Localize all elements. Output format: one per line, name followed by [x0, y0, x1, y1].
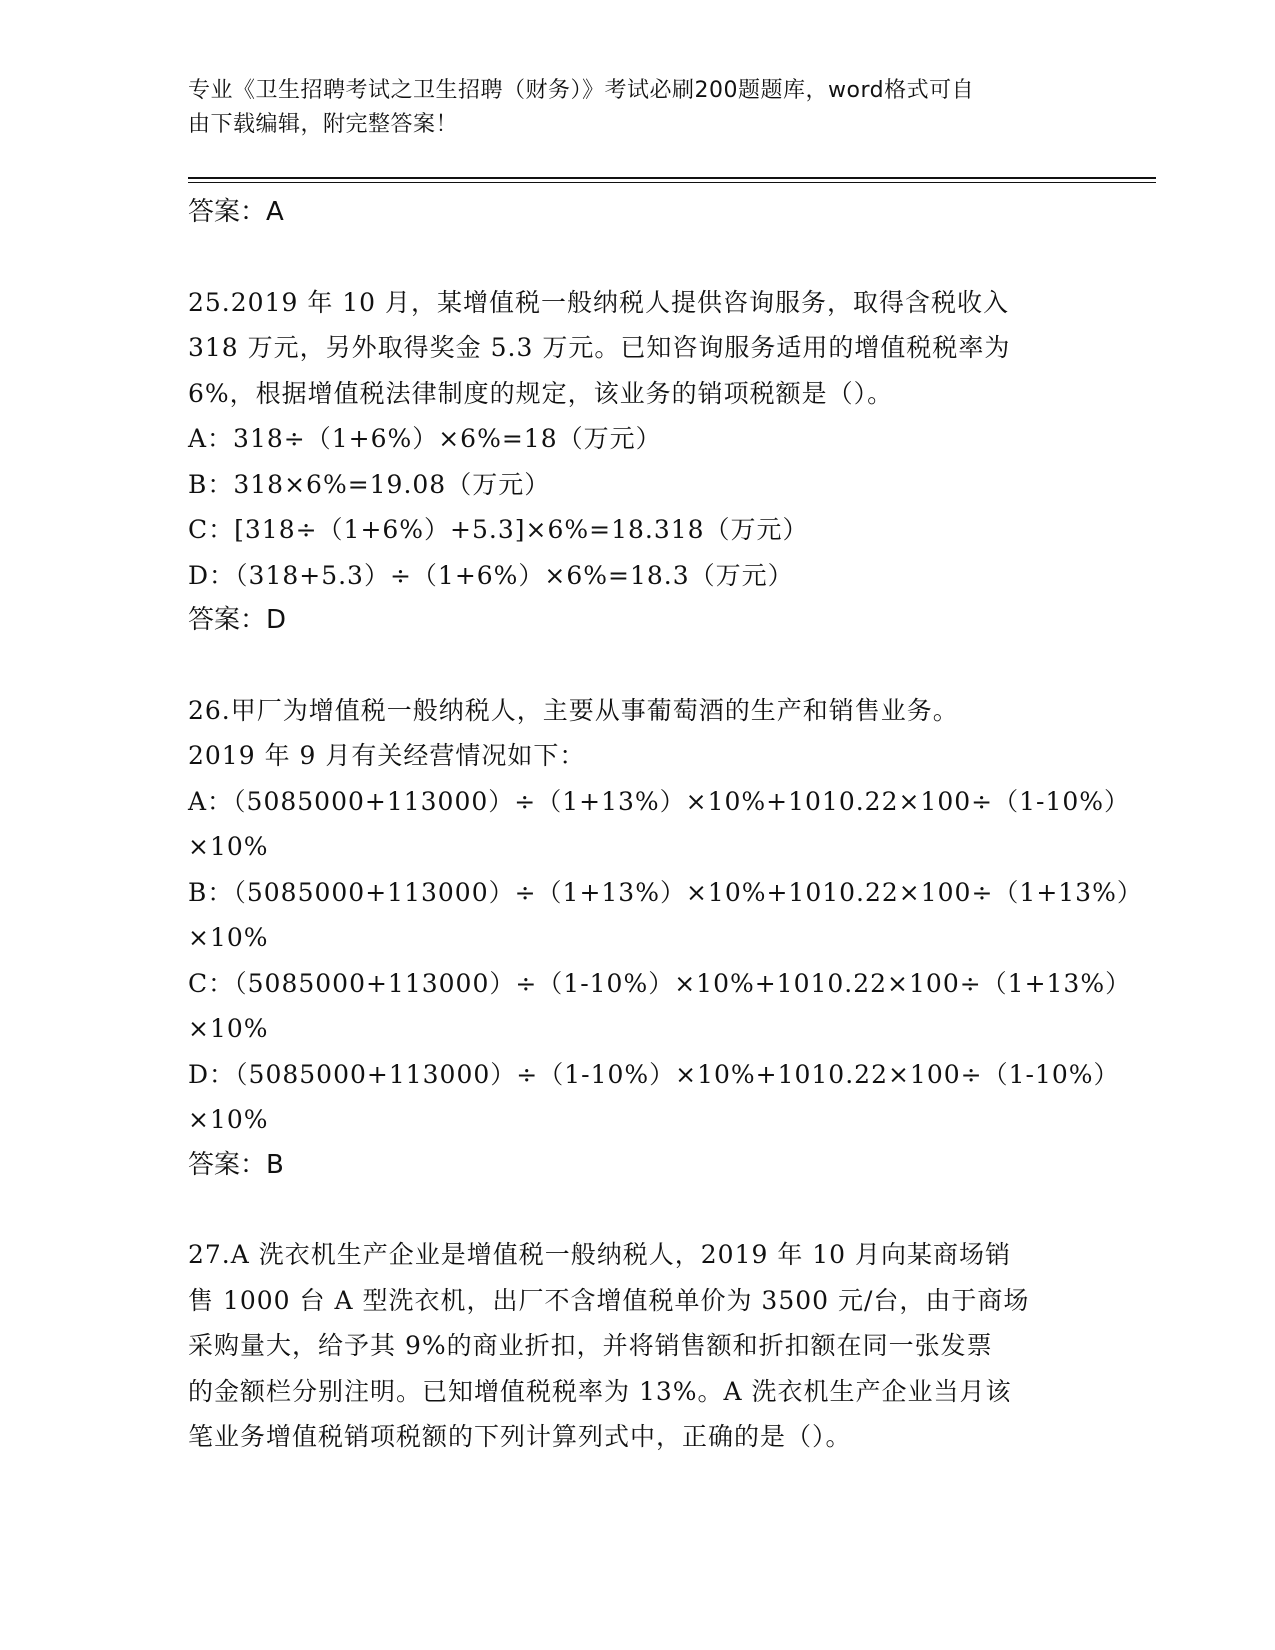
header-line-1: 专业《卫生招聘考试之卫生招聘（财务）》考试必刷200题题库，word格式可自: [188, 78, 975, 103]
question-26: [188, 688, 1143, 1189]
question-text-line: 27.A 洗衣机生产企业是增值税一般纳税人，2019 年 10 月向某商场销: [188, 1240, 1012, 1269]
option-a: A：318÷（1+6%）×6%=18（万元）: [188, 424, 662, 453]
question-25: [188, 280, 1088, 644]
question-text-line: 2019 年 9 月有关经营情况如下：: [188, 741, 586, 770]
option-d: D：（5085000+113000）÷（1-10%）×10%+1010.22×100÷（1-10%）: [188, 1059, 1120, 1089]
option-b: B：318×6%=19.08（万元）: [188, 469, 551, 499]
answer-line: 答案：D: [188, 605, 287, 635]
question-text-line: 6%，根据增值税法律制度的规定，该业务的销项税额是（）。: [188, 378, 894, 408]
answer-line: 答案：A: [188, 197, 284, 227]
option-a: A：（5085000+113000）÷（1+13%）×10%+1010.22×100÷（1-10%）: [188, 786, 1131, 816]
option-c: C：[318÷（1+6%）+5.3]×6%=18.318（万元）: [188, 515, 809, 544]
answer-line: 答案：B: [188, 1149, 284, 1180]
option-a-continuation: ×10%: [188, 832, 269, 861]
header-rule-thin: [188, 182, 1156, 183]
question-text-line: 的金额栏分别注明。已知增值税税率为 13%。A 洗衣机生产企业当月该: [188, 1376, 1012, 1406]
header-rule-thick: [188, 177, 1156, 179]
option-d-continuation: ×10%: [188, 1105, 269, 1134]
question-text-line: 25.2019 年 10 月，某增值税一般纳税人提供咨询服务，取得含税收入: [188, 287, 1010, 317]
header-line-2: 由下载编辑，附完整答案！: [188, 112, 459, 137]
option-d: D：（318+5.3）÷（1+6%）×6%=18.3（万元）: [188, 560, 794, 590]
option-b: B：（5085000+113000）÷（1+13%）×10%+1010.22×100÷（1+13%）: [188, 877, 1143, 907]
option-b-continuation: ×10%: [188, 923, 269, 952]
question-text-line: 318 万元，另外取得奖金 5.3 万元。已知咨询服务适用的增值税税率为: [188, 333, 1011, 362]
option-c: C：（5085000+113000）÷（1-10%）×10%+1010.22×100÷（1+13%）: [188, 968, 1132, 998]
question-text-line: 售 1000 台 A 型洗衣机，出厂不含增值税单价为 3500 元/台，由于商场: [188, 1285, 1030, 1315]
page-header: [188, 74, 1088, 142]
question-text-line: 26.甲厂为增值税一般纳税人，主要从事葡萄酒的生产和销售业务。: [188, 695, 959, 725]
question-text-line: 采购量大，给予其 9%的商业折扣，并将销售额和折扣额在同一张发票: [188, 1331, 993, 1360]
question-27: [188, 1232, 1088, 1460]
option-c-continuation: ×10%: [188, 1014, 269, 1043]
document-body: [188, 190, 1143, 1460]
question-text-line: 笔业务增值税销项税额的下列计算列式中，正确的是（）。: [188, 1422, 852, 1451]
